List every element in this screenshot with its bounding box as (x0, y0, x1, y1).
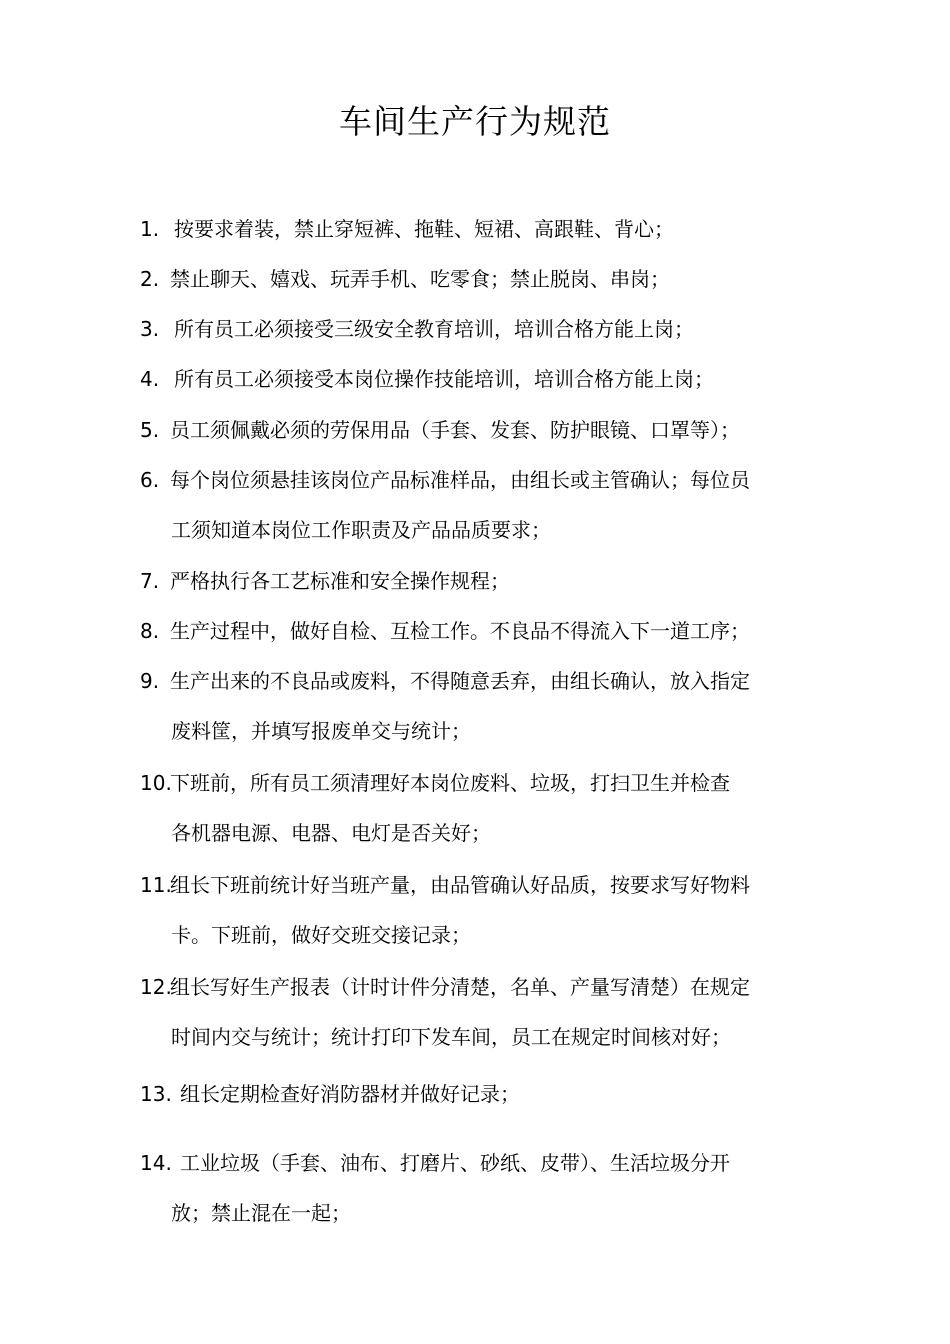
list-item (140, 1138, 830, 1238)
list-item (140, 1069, 830, 1119)
list-item (140, 204, 830, 254)
item-text-continued: 废料筐，并填写报废单交与统计； (171, 719, 471, 743)
item-text: 生产出来的不良品或废料，不得随意丢弃，由组长确认，放入指定 (170, 669, 750, 693)
item-text: 组长写好生产报表（计时计件分清楚，名单、产量写清楚）在规定 (170, 975, 750, 999)
list-item (140, 860, 830, 960)
item-number: 3. (140, 317, 160, 341)
item-number: 1. (140, 217, 160, 241)
item-text: 下班前，所有员工须清理好本岗位废料、垃圾，打扫卫生并检查 (170, 771, 730, 795)
item-text-continued: 各机器电源、电器、电灯是否关好； (171, 821, 491, 845)
item-text: 禁止聊天、嬉戏、玩弄手机、吃零食；禁止脱岗、串岗； (170, 267, 670, 291)
list-item (140, 606, 830, 656)
item-number: 8. (140, 619, 160, 643)
item-text: 严格执行各工艺标准和安全操作规程； (170, 569, 510, 593)
item-text: 所有员工必须接受三级安全教育培训，培训合格方能上岗； (174, 317, 694, 341)
item-number: 13. (140, 1082, 172, 1106)
list-item (140, 556, 830, 606)
item-number: 2. (140, 267, 160, 291)
item-number: 14. (140, 1151, 172, 1175)
item-text: 工业垃圾（手套、油布、打磨片、砂纸、皮带）、生活垃圾分开 (180, 1151, 730, 1175)
item-text: 生产过程中，做好自检、互检工作。不良品不得流入下一道工序； (170, 619, 750, 643)
item-number: 6. (140, 468, 160, 492)
item-number: 9. (140, 669, 160, 693)
item-number: 5. (140, 418, 160, 442)
item-text-continued: 工须知道本岗位工作职责及产品品质要求； (171, 518, 551, 542)
item-text-continued: 卡。下班前，做好交班交接记录； (171, 923, 471, 947)
list-item (140, 962, 830, 1062)
item-text: 按要求着装，禁止穿短裤、拖鞋、短裙、高跟鞋、背心； (174, 217, 674, 241)
list-item (140, 656, 830, 756)
item-text: 组长定期检查好消防器材并做好记录； (180, 1082, 520, 1106)
item-text-continued: 时间内交与统计；统计打印下发车间，员工在规定时间核对好； (171, 1025, 731, 1049)
item-text: 每个岗位须悬挂该岗位产品标准样品，由组长或主管确认；每位员 (170, 468, 750, 492)
item-text-continued: 放；禁止混在一起； (171, 1201, 351, 1225)
list-item (140, 254, 830, 304)
item-number: 7. (140, 569, 160, 593)
item-text: 员工须佩戴必须的劳保用品（手套、发套、防护眼镜、口罩等）； (170, 418, 740, 442)
item-number: 10. (140, 771, 172, 795)
item-number: 12. (140, 975, 172, 999)
list-item (140, 455, 830, 555)
document-title: 车间生产行为规范 (339, 102, 611, 141)
list-item (140, 304, 830, 354)
list-item (140, 405, 830, 455)
item-text: 组长下班前统计好当班产量，由品管确认好品质，按要求写好物料 (170, 873, 750, 897)
list-item (140, 354, 830, 404)
list-item (140, 758, 830, 858)
item-number: 4. (140, 367, 160, 391)
item-text: 所有员工必须接受本岗位操作技能培训，培训合格方能上岗； (174, 367, 714, 391)
item-number: 11. (140, 873, 172, 897)
